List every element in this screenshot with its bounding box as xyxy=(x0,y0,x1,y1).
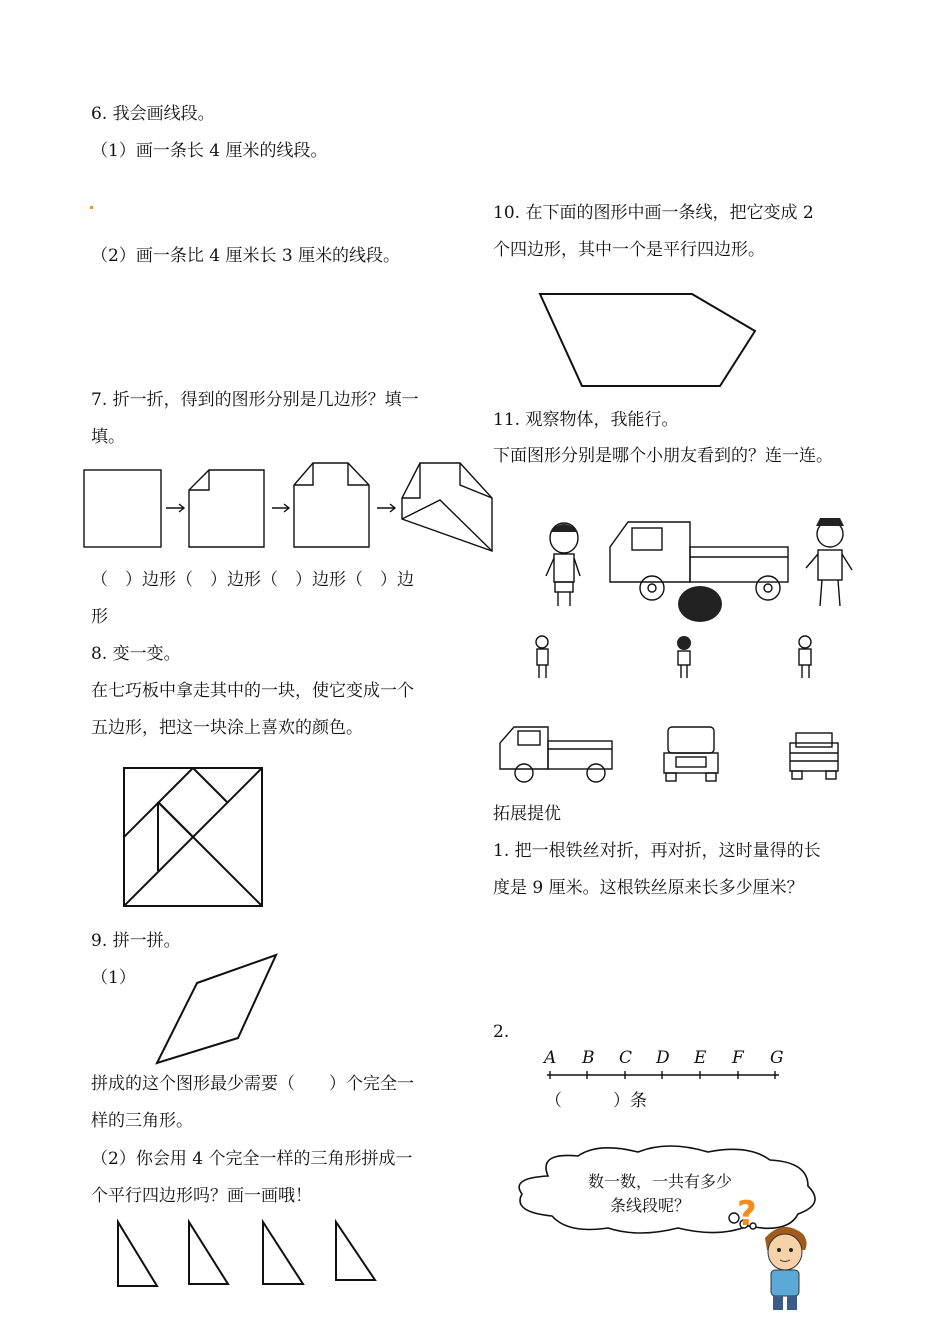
q11-line1: 下面图形分别是哪个小朋友看到的？连一连。 xyxy=(493,446,833,466)
point-label-c: C xyxy=(619,1048,633,1068)
fold-square-3 xyxy=(294,463,369,547)
q9-part1-line1: 拼成的这个图形最少需要（ ）个完全一 xyxy=(91,1074,414,1094)
extension-title: 拓展提优 xyxy=(493,804,561,824)
fold-square-2 xyxy=(189,470,264,547)
rhombus-shape xyxy=(155,953,280,1065)
bubble-line2: 条线段呢？ xyxy=(609,1196,690,1215)
point-label-d: D xyxy=(656,1048,670,1068)
pentagon-shape xyxy=(537,291,759,389)
triangles-row xyxy=(115,1218,385,1288)
folding-diagram xyxy=(80,460,510,560)
q8-line1: 在七巧板中拿走其中的一块，使它变成一个 xyxy=(91,681,414,701)
tangram-square xyxy=(122,766,264,908)
ext2-answer: （ ）条 xyxy=(545,1091,647,1111)
q9-part2-line1: （2）你会用 4 个完全一样的三角形拼成一 xyxy=(91,1149,413,1169)
truck-scene xyxy=(540,512,880,612)
point-label-g: G xyxy=(770,1048,784,1068)
q7-answers-end: 形 xyxy=(91,607,108,627)
q9-part1-line2: 样的三角形。 xyxy=(91,1111,193,1131)
fold-square-1 xyxy=(84,470,161,547)
q6-part1: （1）画一条长 4 厘米的线段。 xyxy=(91,141,328,161)
q8-line2: 五边形，把这一块涂上喜欢的颜色。 xyxy=(91,718,363,738)
small-boy-left xyxy=(536,636,548,678)
boy-left-figure xyxy=(546,523,580,606)
point-label-e: E xyxy=(694,1048,707,1068)
segment-line xyxy=(545,1070,785,1080)
triangle-2 xyxy=(189,1222,228,1284)
ext1-line1: 1. 把一根铁丝对折，再对折，这时量得的长 xyxy=(493,841,821,861)
children-row xyxy=(528,634,828,682)
bubble-line1: 数一数，一共有多少 xyxy=(587,1172,732,1191)
truck-side-view xyxy=(500,727,612,782)
ext2-number: 2. xyxy=(493,1022,510,1042)
small-boy-right xyxy=(799,636,811,678)
triangle-3 xyxy=(263,1222,303,1284)
q10-line2: 个四边形，其中一个是平行四边形。 xyxy=(493,240,765,260)
stray-dot xyxy=(90,206,93,209)
truck-views xyxy=(496,723,836,785)
q8-title: 8. 变一变。 xyxy=(91,644,181,664)
q9-title: 9. 拼一拼。 xyxy=(91,931,181,951)
triangle-1 xyxy=(118,1222,157,1286)
boy-right-figure xyxy=(806,518,852,606)
triangle-4 xyxy=(336,1222,375,1280)
truck-front-view xyxy=(664,727,718,781)
q6-title: 6. 我会画线段。 xyxy=(91,104,215,124)
point-label-a: A xyxy=(544,1048,557,1068)
ext1-line2: 度是 9 厘米。这根铁丝原来长多少厘米？ xyxy=(493,878,804,898)
q6-part2: （2）画一条比 4 厘米长 3 厘米的线段。 xyxy=(91,246,401,266)
truck-back-view xyxy=(790,733,838,779)
q11-title: 11. 观察物体，我能行。 xyxy=(493,410,679,430)
q10-line1: 10. 在下面的图形中画一条线，把它变成 2 xyxy=(493,203,814,223)
point-label-b: B xyxy=(582,1048,595,1068)
q7-line2: 填。 xyxy=(91,427,125,447)
q9-part1: （1） xyxy=(91,968,136,988)
q7-line1: 7. 折一折，得到的图形分别是几边形？填一 xyxy=(91,390,419,410)
q7-answers: （ ）边形（ ）边形（ ）边形（ ）边 xyxy=(91,570,414,590)
thinking-boy-figure xyxy=(755,1220,815,1312)
question-mark-icon: ? xyxy=(737,1194,757,1234)
small-girl xyxy=(677,636,691,678)
point-label-f: F xyxy=(732,1048,744,1068)
q9-part2-line2: 个平行四边形吗？画一画哦！ xyxy=(91,1186,312,1206)
girl-back-figure xyxy=(678,586,722,622)
